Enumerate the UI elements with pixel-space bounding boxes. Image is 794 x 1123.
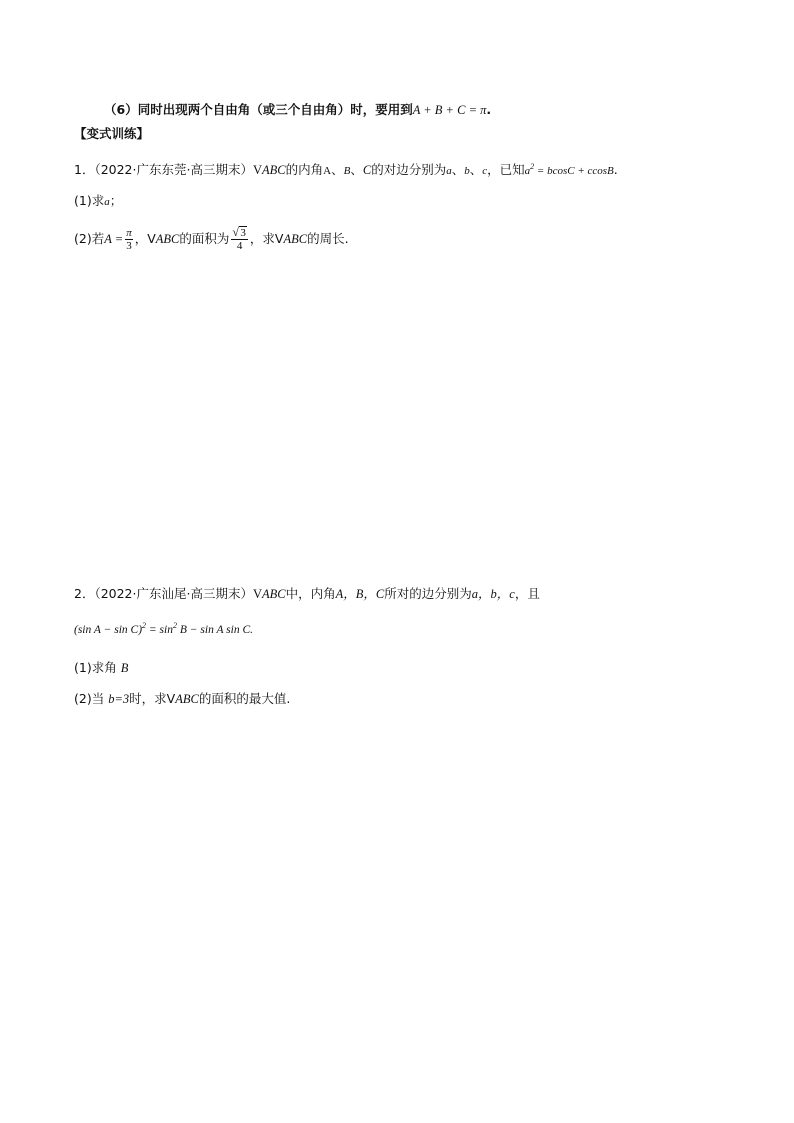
side-a: a <box>446 165 452 177</box>
pi-over-3-fraction: $\frac{\pi}{3}$ <box>126 227 132 252</box>
problem2-text-c: 所对的边分别为 <box>384 586 472 601</box>
tip-line <box>104 101 491 119</box>
side-c: c <box>482 165 488 177</box>
problem2-number: 2． <box>74 586 95 601</box>
part2-text1: 时，求V <box>129 691 176 706</box>
sep: 、 <box>350 162 363 177</box>
triangle-symbol: V <box>252 587 262 601</box>
problem1-text-b: 的内角 <box>285 162 324 177</box>
problem1-part2 <box>74 222 349 256</box>
part1-label: (1)求角 <box>74 660 117 675</box>
part2-text4: 的周长. <box>307 231 349 246</box>
problem1-text-d: ，已知 <box>487 162 525 177</box>
condition-formula: $a^2 = bcosC + ccosB$ <box>524 162 614 177</box>
part2-label: (2)若 <box>74 231 105 246</box>
triangle-name: ABC <box>262 163 286 177</box>
part2-triangle2: ABC <box>283 232 308 246</box>
part2-label: (2)当 <box>74 691 105 706</box>
angle-b: B <box>343 165 351 177</box>
part2-text3: ，求V <box>249 231 284 246</box>
problem2-equation: (sin $A - \sin C)^2 = \sin^2 B - \sin A$ sin C. <box>74 621 254 636</box>
problem1-source: （2022·广东东莞·高三期末） <box>94 162 253 177</box>
part2-triangle: ABC <box>155 232 180 246</box>
part1-end: ； <box>109 193 123 208</box>
part1-var: B <box>120 661 129 675</box>
part2-text1: ，V <box>134 231 156 246</box>
sqrt3-over-4-fraction: √ 3 4 <box>232 225 246 252</box>
problem2-part1 <box>74 659 128 677</box>
angle-a: A <box>323 165 332 177</box>
angle-c: C <box>362 163 372 177</box>
problem2-source: （2022·广东汕尾·高三期末） <box>94 586 253 601</box>
problem1-number: 1． <box>74 162 95 177</box>
problem1-statement <box>74 161 618 180</box>
tip-prefix: （6）同时出现两个自由角（或三个自由角）时，要用到 <box>104 102 413 117</box>
problem2-statement <box>74 585 540 603</box>
sep: 、 <box>469 162 483 177</box>
part2-cond: b=3 <box>108 692 130 706</box>
part2-text2: 的面积的最大值. <box>198 691 291 706</box>
part2-text2: 的面积为 <box>179 231 230 246</box>
triangle-name: ABC <box>262 587 286 601</box>
problem1-text-c: 的对边分别为 <box>371 162 447 177</box>
part1-var: a <box>104 196 110 208</box>
sep: 、 <box>451 162 465 177</box>
section-title: 【变式训练】 <box>74 126 150 141</box>
problem2-part2 <box>74 690 290 708</box>
part1-label: (1)求 <box>74 193 105 208</box>
problem2-angles: A，B，C <box>335 587 385 601</box>
tip-suffix: . <box>486 102 492 117</box>
part2-triangle: ABC <box>175 692 199 706</box>
problem1-end: . <box>613 162 618 177</box>
problem2-text-d: ，且 <box>514 586 540 601</box>
triangle-symbol: V <box>252 163 262 177</box>
side-b: b <box>464 165 470 177</box>
problem2-text-b: 中，内角 <box>285 586 336 601</box>
problem1-part1 <box>74 192 122 211</box>
part2-a-eq: A = <box>104 232 124 246</box>
sep: 、 <box>331 162 344 177</box>
tip-formula: A + B + C = π <box>412 103 487 117</box>
problem2-sides: a，b，c <box>471 587 515 601</box>
